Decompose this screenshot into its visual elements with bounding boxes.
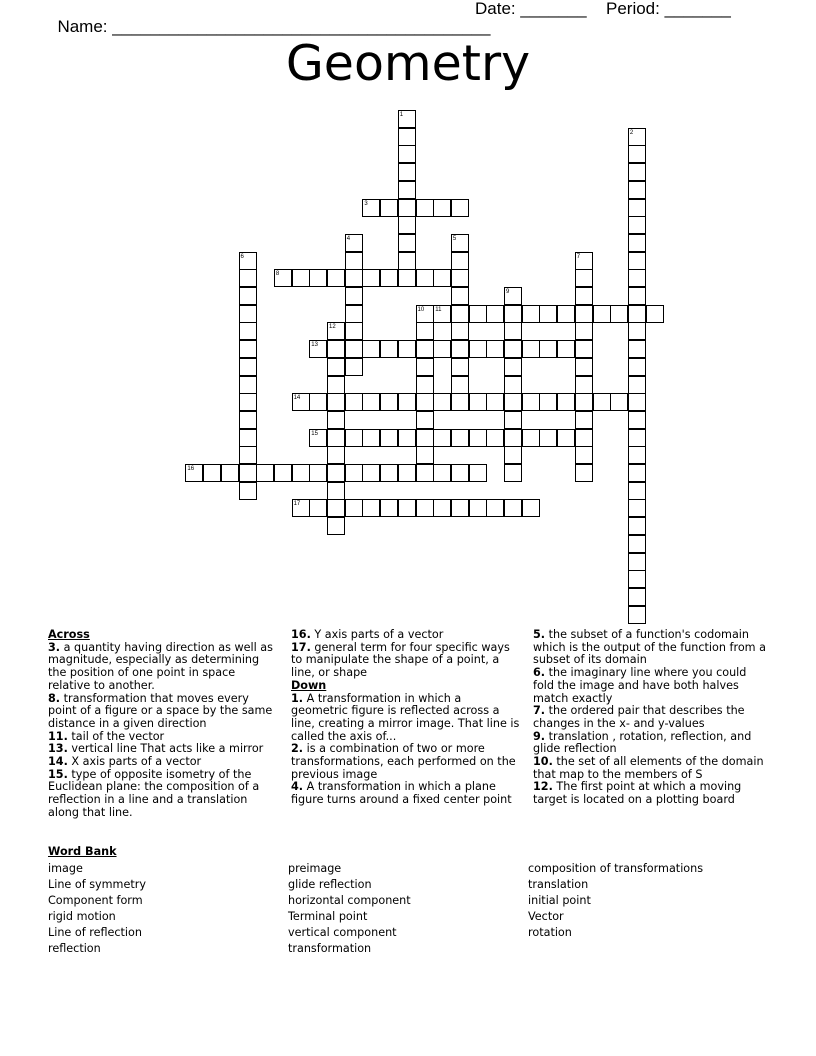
grid-cell[interactable] <box>628 499 646 517</box>
clue-number-16: 16 <box>187 466 195 472</box>
clue-number-4: 4 <box>346 235 351 242</box>
word-bank-column-3 <box>528 861 703 941</box>
grid-cell[interactable] <box>557 429 575 447</box>
word-bank-item: reflection <box>48 942 101 955</box>
grid-cell[interactable] <box>628 535 646 553</box>
grid-cell[interactable] <box>309 269 327 287</box>
grid-cell[interactable] <box>628 606 646 624</box>
grid-cell[interactable] <box>239 482 257 500</box>
grid-cell[interactable] <box>416 199 434 217</box>
grid-cell[interactable] <box>345 252 363 270</box>
clue-across-8: 8. transformation that moves every point of a figure or a space by the same distance in a given direction <box>48 691 273 730</box>
word-bank-item: translation <box>528 878 589 891</box>
grid-cell[interactable] <box>345 269 363 287</box>
grid-cell[interactable] <box>416 376 434 394</box>
grid-cell[interactable] <box>451 358 469 376</box>
clue-down-4: 4. A transformation in which a plane figure turns around a fixed center point <box>291 780 512 807</box>
grid-cell[interactable] <box>239 429 257 447</box>
grid-cell[interactable] <box>469 464 487 482</box>
grid-cell[interactable] <box>239 322 257 340</box>
grid-cell[interactable] <box>575 376 593 394</box>
grid-cell[interactable] <box>398 499 416 517</box>
clue-down-1: 1. A transformation in which a geometric figure is reflected across a line, creating a mirror image. That line is called the axis of... <box>291 691 520 743</box>
grid-cell[interactable] <box>345 340 363 358</box>
grid-cell[interactable] <box>539 429 557 447</box>
clue-across-13: 13. vertical line That acts like a mirror <box>48 742 264 756</box>
grid-cell[interactable] <box>610 393 628 411</box>
grid-cell[interactable] <box>469 340 487 358</box>
grid-cell[interactable] <box>398 199 416 217</box>
word-bank-item: transformation <box>288 942 372 955</box>
grid-cell[interactable] <box>522 393 540 411</box>
clue-column-1 <box>48 629 280 820</box>
word-bank-column-2 <box>288 861 411 957</box>
clue-across-16: 16. Y axis parts of a vector <box>291 628 444 641</box>
grid-cell[interactable] <box>575 358 593 376</box>
grid-cell[interactable] <box>486 340 504 358</box>
grid-cell[interactable] <box>504 322 522 340</box>
grid-cell[interactable] <box>469 305 487 323</box>
grid-cell[interactable] <box>309 464 327 482</box>
grid-cell[interactable] <box>416 340 434 358</box>
grid-cell[interactable] <box>327 499 345 517</box>
word-bank-item: composition of transformations <box>528 862 704 875</box>
word-bank-item: vertical component <box>288 926 397 939</box>
word-bank-item: Component form <box>48 894 143 907</box>
word-bank-item: horizontal component <box>288 894 411 907</box>
grid-cell[interactable] <box>239 287 257 305</box>
grid-cell[interactable] <box>239 269 257 287</box>
word-bank-column-1 <box>48 861 146 957</box>
grid-cell[interactable] <box>628 322 646 340</box>
word-bank-item: rotation <box>528 926 572 939</box>
grid-cell[interactable] <box>557 340 575 358</box>
grid-cell[interactable] <box>539 305 557 323</box>
word-bank-item: image <box>48 862 83 875</box>
grid-cell[interactable] <box>486 499 504 517</box>
grid-cell[interactable] <box>628 464 646 482</box>
grid-cell[interactable] <box>486 429 504 447</box>
clue-across-17: 17. general term for four specific ways to manipulate the shape of a point, a line, or shape <box>291 640 510 680</box>
grid-cell[interactable] <box>628 216 646 234</box>
clue-number-9: 9 <box>506 289 510 295</box>
grid-cell[interactable] <box>239 411 257 429</box>
grid-cell[interactable] <box>628 393 646 411</box>
grid-cell[interactable] <box>628 376 646 394</box>
clue-column-3 <box>533 629 769 807</box>
clue-across-15: 15. type of opposite isometry of the Euclidean plane: the composition of a reflection in a line and a translation along that line. <box>48 767 260 819</box>
grid-cell[interactable] <box>628 234 646 252</box>
grid-cell[interactable] <box>575 305 593 323</box>
grid-cell[interactable] <box>221 464 239 482</box>
word-bank-item: Vector <box>528 910 564 923</box>
grid-cell[interactable] <box>380 429 398 447</box>
grid-cell[interactable] <box>451 340 469 358</box>
grid-cell[interactable] <box>469 499 487 517</box>
grid-cell[interactable] <box>416 464 434 482</box>
grid-cell[interactable] <box>398 181 416 199</box>
grid-cell[interactable] <box>380 269 398 287</box>
grid-cell[interactable] <box>628 553 646 571</box>
grid-cell[interactable] <box>451 376 469 394</box>
grid-cell[interactable] <box>628 482 646 500</box>
grid-cell[interactable] <box>628 287 646 305</box>
grid-cell[interactable] <box>575 429 593 447</box>
clue-across-14: 14. X axis parts of a vector <box>48 755 202 769</box>
grid-cell[interactable] <box>327 482 345 500</box>
clue-down-6: 6. the imaginary line where you could fold the image and have both halves match exactly <box>533 666 747 705</box>
grid-cell[interactable] <box>522 429 540 447</box>
grid-cell[interactable] <box>451 269 469 287</box>
down-heading: Down <box>291 678 327 692</box>
grid-cell[interactable] <box>362 499 380 517</box>
grid-cell[interactable] <box>345 305 363 323</box>
clue-down-2: 2. is a combination of two or more transformations, each performed on the previous image <box>291 742 516 781</box>
grid-cell[interactable] <box>504 446 522 464</box>
grid-cell[interactable] <box>539 340 557 358</box>
grid-cell[interactable] <box>362 393 380 411</box>
grid-cell[interactable] <box>327 464 345 482</box>
grid-cell[interactable] <box>398 216 416 234</box>
grid-cell[interactable] <box>345 393 363 411</box>
grid-cell[interactable] <box>362 464 380 482</box>
grid-cell[interactable] <box>628 411 646 429</box>
grid-cell[interactable] <box>628 340 646 358</box>
grid-cell[interactable] <box>345 429 363 447</box>
word-bank-item: initial point <box>528 894 591 907</box>
clue-down-5: 5. the subset of a function's codomain which is the output of the function from a subset of its domain <box>533 628 766 667</box>
grid-cell[interactable] <box>292 269 310 287</box>
grid-cell[interactable] <box>451 499 469 517</box>
grid-cell[interactable] <box>398 128 416 146</box>
grid-cell[interactable] <box>628 446 646 464</box>
grid-cell[interactable] <box>522 499 540 517</box>
page-title: Geometry <box>285 35 531 92</box>
grid-cell[interactable] <box>239 340 257 358</box>
grid-cell[interactable] <box>380 199 398 217</box>
grid-cell[interactable] <box>628 305 646 323</box>
grid-cell[interactable] <box>504 376 522 394</box>
clue-number-8: 8 <box>275 271 280 278</box>
grid-cell[interactable] <box>628 517 646 535</box>
grid-cell[interactable] <box>416 411 434 429</box>
word-bank-item: rigid motion <box>48 910 116 923</box>
clue-down-10: 10. the set of all elements of the domain that map to the members of S <box>533 755 764 781</box>
clue-number-5: 5 <box>452 235 457 242</box>
grid-cell[interactable] <box>362 340 380 358</box>
grid-cell[interactable] <box>451 305 469 323</box>
grid-cell[interactable] <box>486 393 504 411</box>
grid-cell[interactable] <box>628 252 646 270</box>
clue-number-14: 14 <box>293 395 301 402</box>
grid-cell[interactable] <box>451 287 469 305</box>
clue-number-2: 2 <box>629 129 634 136</box>
clue-number-15: 15 <box>311 430 318 437</box>
grid-cell[interactable] <box>522 340 540 358</box>
grid-cell[interactable] <box>504 393 522 411</box>
grid-cell[interactable] <box>203 464 221 482</box>
clue-number-17: 17 <box>293 501 301 508</box>
grid-cell[interactable] <box>398 269 416 287</box>
grid-cell[interactable] <box>593 305 611 323</box>
clue-number-7: 7 <box>576 253 581 260</box>
grid-cell[interactable] <box>398 252 416 270</box>
grid-cell[interactable] <box>398 429 416 447</box>
grid-cell[interactable] <box>504 305 522 323</box>
grid-cell[interactable] <box>398 393 416 411</box>
grid-cell[interactable] <box>327 517 345 535</box>
grid-cell[interactable] <box>398 464 416 482</box>
grid-cell[interactable] <box>575 340 593 358</box>
grid-cell[interactable] <box>504 499 522 517</box>
grid-cell[interactable] <box>274 464 292 482</box>
grid-cell[interactable] <box>504 464 522 482</box>
grid-cell[interactable] <box>239 358 257 376</box>
grid-cell[interactable] <box>451 199 469 217</box>
grid-cell[interactable] <box>327 446 345 464</box>
grid-cell[interactable] <box>504 429 522 447</box>
grid-cell[interactable] <box>327 376 345 394</box>
clue-column-2 <box>291 629 521 807</box>
grid-cell[interactable] <box>628 588 646 606</box>
grid-cell[interactable] <box>575 269 593 287</box>
grid-cell[interactable] <box>380 464 398 482</box>
grid-cell[interactable] <box>398 340 416 358</box>
grid-cell[interactable] <box>575 464 593 482</box>
word-bank-item: Line of reflection <box>48 926 142 939</box>
grid-cell[interactable] <box>398 234 416 252</box>
grid-cell[interactable] <box>416 446 434 464</box>
grid-cell[interactable] <box>327 340 345 358</box>
grid-cell[interactable] <box>628 145 646 163</box>
clue-number-1: 1 <box>399 112 404 118</box>
grid-cell[interactable] <box>451 429 469 447</box>
grid-cell[interactable] <box>416 499 434 517</box>
grid-cell[interactable] <box>416 358 434 376</box>
grid-cell[interactable] <box>628 181 646 199</box>
grid-cell[interactable] <box>504 411 522 429</box>
grid-cell[interactable] <box>628 570 646 588</box>
grid-cell[interactable] <box>256 464 274 482</box>
grid-cell[interactable] <box>327 393 345 411</box>
period-field[interactable]: Period: _______ <box>606 0 731 18</box>
grid-cell[interactable] <box>451 464 469 482</box>
word-bank-item: glide reflection <box>288 878 372 891</box>
grid-cell[interactable] <box>292 464 310 482</box>
clue-number-11: 11 <box>435 306 442 313</box>
grid-cell[interactable] <box>345 358 363 376</box>
word-bank-title: Word Bank <box>48 845 117 858</box>
grid-cell[interactable] <box>433 464 451 482</box>
grid-cell[interactable] <box>469 429 487 447</box>
grid-cell[interactable] <box>504 340 522 358</box>
grid-cell[interactable] <box>646 305 664 323</box>
grid-cell[interactable] <box>557 305 575 323</box>
grid-cell[interactable] <box>362 269 380 287</box>
grid-cell[interactable] <box>345 322 363 340</box>
grid-cell[interactable] <box>504 358 522 376</box>
grid-cell[interactable] <box>380 499 398 517</box>
grid-cell[interactable] <box>362 429 380 447</box>
grid-cell[interactable] <box>575 446 593 464</box>
grid-cell[interactable] <box>451 393 469 411</box>
grid-cell[interactable] <box>380 340 398 358</box>
grid-cell[interactable] <box>309 393 327 411</box>
word-bank-item: Terminal point <box>288 910 368 923</box>
grid-cell[interactable] <box>239 393 257 411</box>
grid-cell[interactable] <box>575 287 593 305</box>
grid-cell[interactable] <box>327 429 345 447</box>
name-field[interactable]: Name: ________________________________________ <box>57 17 491 36</box>
grid-cell[interactable] <box>239 464 257 482</box>
grid-cell[interactable] <box>433 393 451 411</box>
grid-cell[interactable] <box>345 287 363 305</box>
grid-cell[interactable] <box>539 393 557 411</box>
grid-cell[interactable] <box>416 393 434 411</box>
grid-cell[interactable] <box>628 163 646 181</box>
grid-cell[interactable] <box>433 499 451 517</box>
grid-cell[interactable] <box>416 269 434 287</box>
grid-cell[interactable] <box>557 393 575 411</box>
grid-cell[interactable] <box>345 499 363 517</box>
grid-cell[interactable] <box>433 340 451 358</box>
grid-cell[interactable] <box>398 163 416 181</box>
grid-cell[interactable] <box>593 393 611 411</box>
clue-number-6: 6 <box>240 253 244 260</box>
clue-across-11: 11. tail of the vector <box>48 729 165 743</box>
clue-number-13: 13 <box>311 342 318 349</box>
clue-down-12: 12. The first point at which a moving target is located on a plotting board <box>533 780 742 807</box>
across-heading: Across <box>48 628 90 641</box>
grid-cell[interactable] <box>398 145 416 163</box>
grid-cell[interactable] <box>469 393 487 411</box>
grid-cell[interactable] <box>239 376 257 394</box>
grid-cell[interactable] <box>416 429 434 447</box>
grid-cell[interactable] <box>610 305 628 323</box>
grid-cell[interactable] <box>327 358 345 376</box>
grid-cell[interactable] <box>451 252 469 270</box>
grid-cell[interactable] <box>433 269 451 287</box>
grid-cell[interactable] <box>433 429 451 447</box>
grid-cell[interactable] <box>416 322 434 340</box>
word-bank-item: Line of symmetry <box>48 878 146 891</box>
grid-cell[interactable] <box>345 464 363 482</box>
grid-cell[interactable] <box>575 393 593 411</box>
grid-cell[interactable] <box>628 358 646 376</box>
grid-cell[interactable] <box>327 411 345 429</box>
grid-cell[interactable] <box>486 305 504 323</box>
clue-number-10: 10 <box>417 306 425 313</box>
grid-cell[interactable] <box>239 305 257 323</box>
grid-cell[interactable] <box>628 199 646 217</box>
grid-cell[interactable] <box>309 499 327 517</box>
clue-across-3: 3. a quantity having direction as well as magnitude, especially as determining the position of one point in space relative to another. <box>48 640 273 692</box>
grid-cell[interactable] <box>628 429 646 447</box>
grid-cell[interactable] <box>575 322 593 340</box>
grid-cell[interactable] <box>575 411 593 429</box>
clue-down-7: 7. the ordered pair that describes the changes in the x- and y-values <box>533 704 745 730</box>
grid-cell[interactable] <box>522 305 540 323</box>
date-field[interactable]: Date: _______ <box>475 0 587 18</box>
grid-cell[interactable] <box>380 393 398 411</box>
grid-cell[interactable] <box>628 269 646 287</box>
grid-cell[interactable] <box>327 269 345 287</box>
clue-number-12: 12 <box>329 324 336 331</box>
word-bank-item: preimage <box>288 862 342 875</box>
grid-cell[interactable] <box>239 446 257 464</box>
clue-number-3: 3 <box>364 200 368 207</box>
clue-down-9: 9. translation , rotation, reflection, and glide reflection <box>533 729 752 756</box>
grid-cell[interactable] <box>451 322 469 340</box>
grid-cell[interactable] <box>433 199 451 217</box>
